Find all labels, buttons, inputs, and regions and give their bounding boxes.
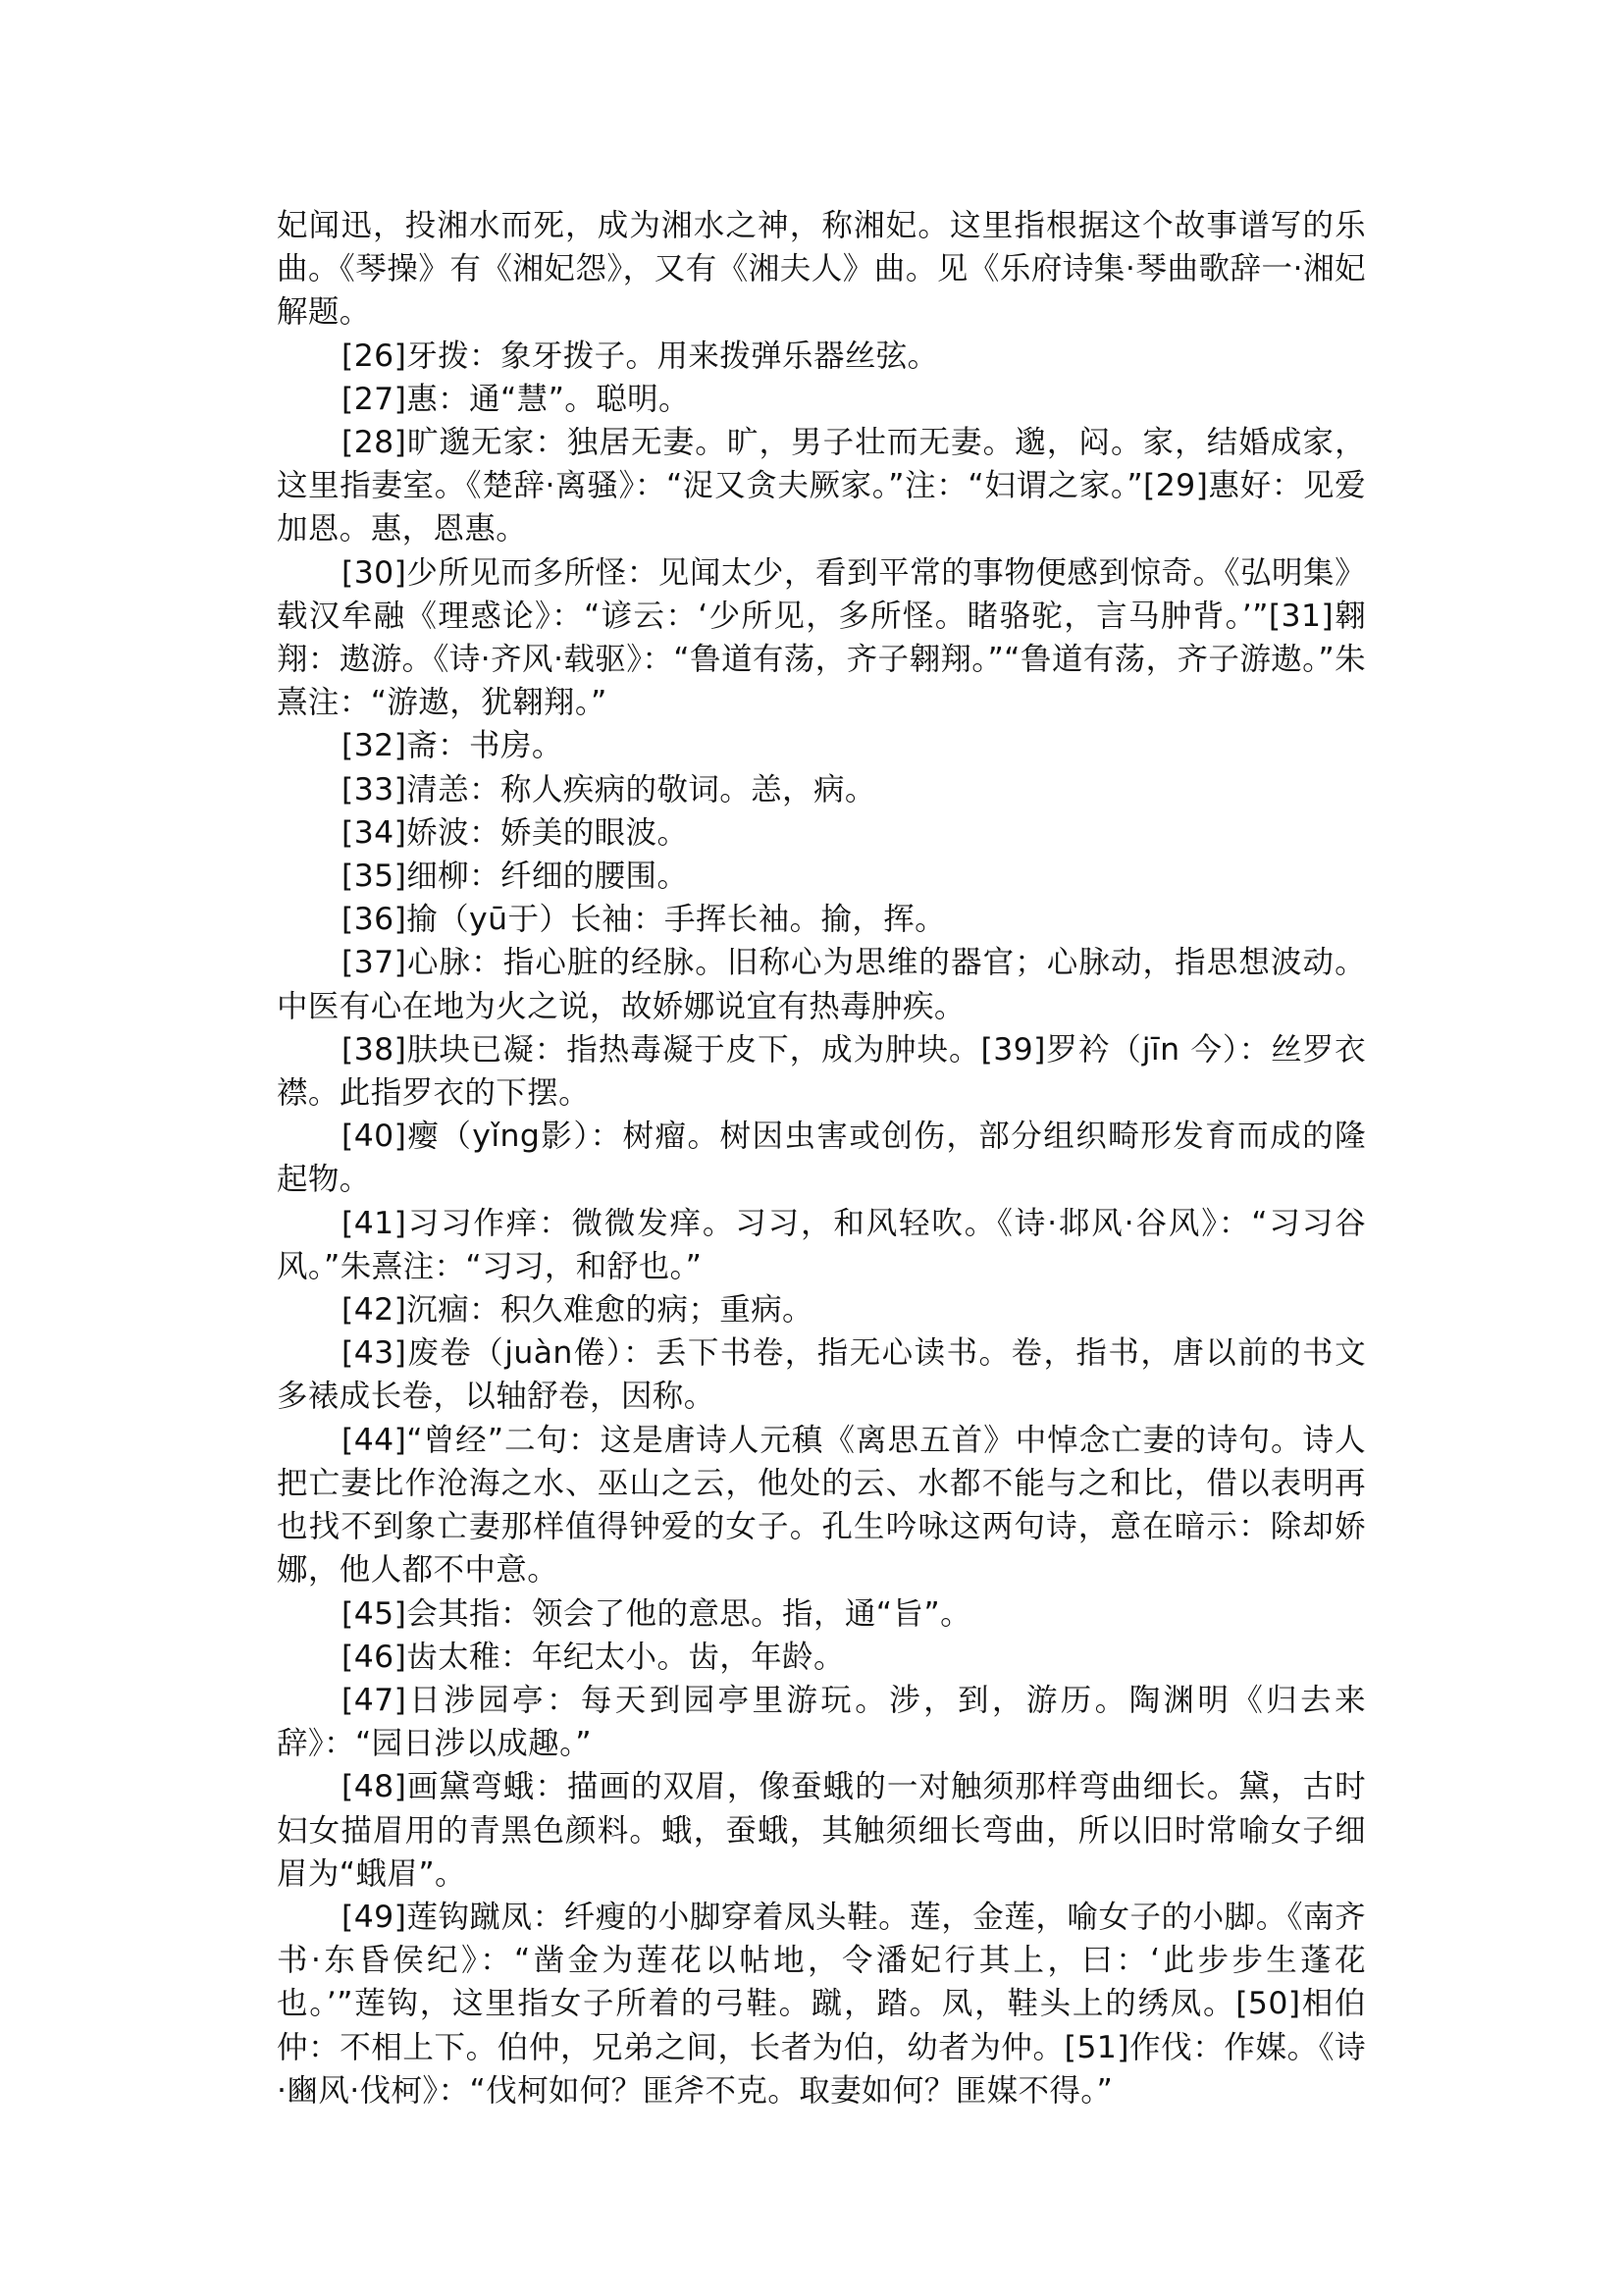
note-38: [38]肤块已凝：指热毒凝于皮下，成为肿块。[39]罗衿（jīn 今）：丝罗衣襟。此指罗衣的下摆。 [277,1031,1366,1112]
note-42: [42]沉痼：积久难愈的病；重病。 [341,1292,813,1329]
note-32: [32]斋：书房。 [341,728,563,764]
note-35: [35]细柳：纤细的腰围。 [341,859,689,895]
note-40: [40]瘿（yǐng影）：树瘤。树因虫害或创伤，部分组织畸形发育而成的隆起物。 [277,1119,1366,1198]
note-41: [41]习习作痒：微微发痒。习习，和风轻吹。《诗·邶风·谷风》：“习习谷风。”朱熹注：“习习，和舒也。” [277,1205,1366,1284]
note-27: [27]惠：通“慧”。聪明。 [341,381,690,417]
note-48: [48]画黛弯蛾：描画的双眉，像蚕蛾的一对触须那样弯曲细长。黛，古时妇女描眉用的青黑色颜料。蛾，蚕蛾，其触须细长弯曲，所以旧时常喻女子细眉为“蛾眉”。 [277,1769,1366,1892]
note-49: [49]莲钩蹴凤：纤瘦的小脚穿着凤头鞋。莲，金莲，喻女子的小脚。《南齐书·东昏侯纪》：“凿金为莲花以帖地，令潘妃行其上，曰：‘此步步生蓬花也。’”莲钩，这里指女子所着的弓鞋。蹴，踏。凤，鞋头上的绣凤。[50]相伯仲：不相上下。伯仲，兄弟之间，长者为伯，幼者为仲。[51]作伐：作媒。《诗·豳风·伐柯》：“伐柯如何？匪斧不克。取妻如何？匪媒不得。” [277,1899,1366,2109]
note-45: [45]会其指：领会了他的意思。指，通“旨”。 [341,1595,972,1632]
paragraph: 妃闻迅，投湘水而死，成为湘水之神，称湘妃。这里指根据这个故事谱写的乐曲。《琴操》有《湘妃怨》，又有《湘夫人》曲。见《乐府诗集·琴曲歌辞一·湘妃解题。 [277,208,1366,331]
note-47: [47]日涉园亭：每天到园亭里游玩。涉，到，游历。陶渊明《归去来辞》：“园日涉以成趣。” [277,1682,1366,1762]
note-36: [36]揄（yū于）长袖：手挥长袖。揄，挥。 [341,902,947,938]
note-46: [46]齿太稚：年纪太小。齿，年龄。 [341,1639,845,1675]
note-26: [26]牙拨：象牙拨子。用来拨弹乐器丝弦。 [341,338,939,374]
note-37: [37]心脉：指心脏的经脉。旧称心为思维的器官；心脉动，指思想波动。中医有心在地为火之说，故娇娜说宜有热毒肿疾。 [277,945,1366,1024]
document-page [277,204,1366,2112]
note-34: [34]娇波：娇美的眼波。 [341,814,689,851]
note-33: [33]清恙：称人疾病的敬词。恙，病。 [341,771,876,808]
note-30: [30]少所见而多所怪：见闻太少，看到平常的事物便感到惊奇。《弘明集》载汉牟融《理惑论》：“谚云：‘少所见，多所怪。睹骆驼，言马肿背。’”[31]翱翔：遨游。《诗·齐风·载驱》：“鲁道有荡，齐子翱翔。”“鲁道有荡，齐子游遨。”朱熹注：“游遨，犹翱翔。” [277,554,1366,721]
note-28: [28]旷邈无家：独居无妻。旷，男子壮而无妻。邈，闷。家，结婚成家，这里指妻室。《楚辞·离骚》：“浞又贪夫厥家。”注：“妇谓之家。”[29]惠好：见爱加恩。惠，恩惠。 [277,425,1366,547]
note-44: [44]“曾经”二句：这是唐诗人元稹《离思五首》中悼念亡妻的诗句。诗人把亡妻比作沧海之水、巫山之云，他处的云、水都不能与之和比，借以表明再也找不到象亡妻那样值得钟爱的女子。孔生吟咏这两句诗，意在暗示：除却娇娜，他人都不中意。 [277,1422,1366,1589]
note-43: [43]废卷（juàn倦）：丢下书卷，指无心读书。卷，指书，唐以前的书文多裱成长卷，以轴舒卷，因称。 [277,1335,1366,1415]
